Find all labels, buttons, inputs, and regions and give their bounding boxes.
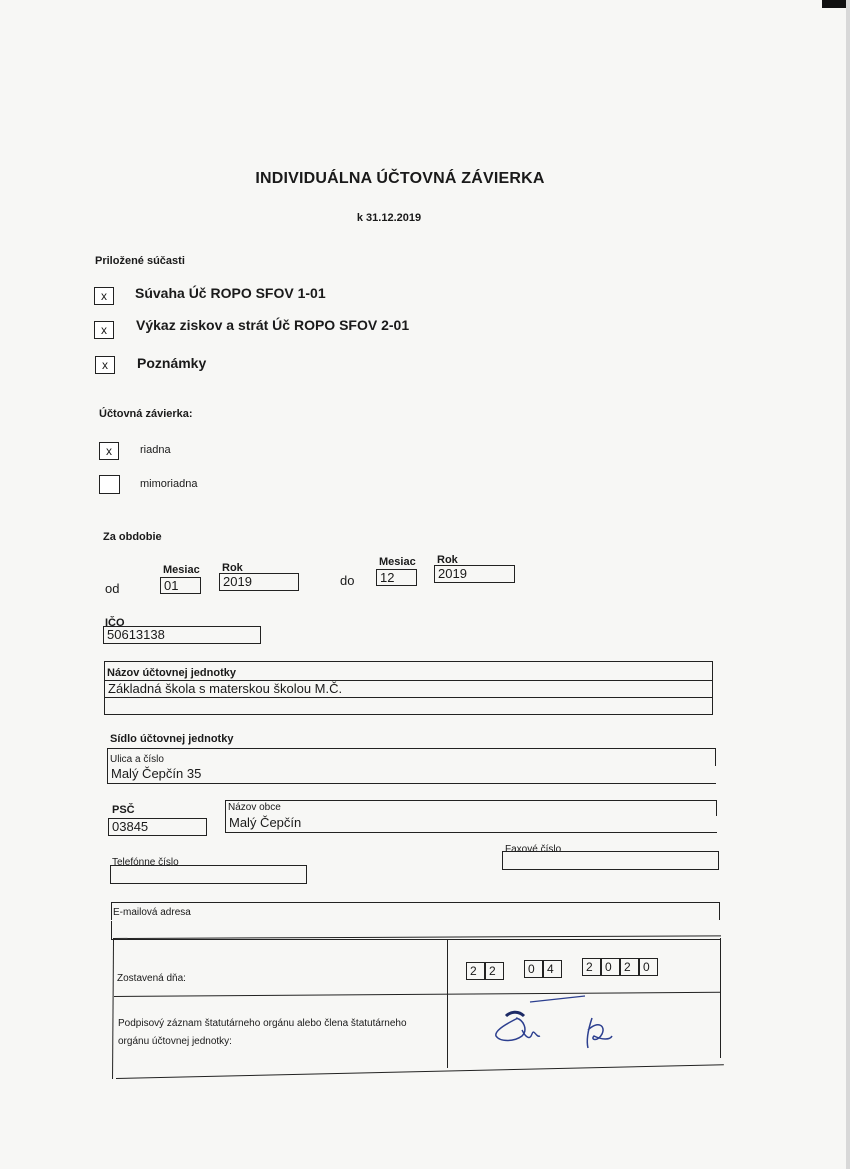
ico-field[interactable]: 50613138	[103, 626, 261, 644]
signature-label-line2: orgánu účtovnej jednotky:	[118, 1036, 232, 1047]
email-label: E-mailová adresa	[113, 907, 191, 918]
to-year-field[interactable]: 2019	[434, 565, 515, 583]
label-balance-sheet: Súvaha Úč ROPO SFOV 1-01	[135, 285, 326, 301]
label-notes: Poznámky	[137, 355, 207, 371]
town-frame	[225, 800, 717, 816]
compiled-month-digit-2[interactable]: 4	[543, 960, 562, 978]
compiled-year-digit-4[interactable]: 0	[639, 958, 658, 976]
street-label: Ulica a číslo	[110, 754, 164, 765]
entity-name-line1-field[interactable]: Základná škola s materskou školou M.Č.	[104, 680, 713, 698]
psc-field[interactable]: 03845	[108, 818, 207, 836]
street-frame	[107, 748, 716, 766]
compiled-year-digit-3[interactable]: 2	[620, 958, 639, 976]
attached-parts-heading: Priložené súčasti	[95, 255, 185, 267]
checkbox-extraordinary[interactable]	[99, 475, 120, 494]
to-label: do	[340, 573, 355, 588]
email-frame	[111, 902, 720, 920]
label-income-statement: Výkaz ziskov a strát Úč ROPO SFOV 2-01	[136, 317, 410, 333]
scan-edge-shadow	[846, 0, 850, 1169]
handwritten-signature-image	[470, 990, 640, 1060]
checkbox-notes[interactable]: x	[95, 356, 115, 374]
street-field[interactable]: Malý Čepčín 35	[107, 766, 716, 784]
entity-name-line2-field[interactable]	[104, 697, 713, 715]
fax-label: Faxové číslo	[505, 844, 562, 855]
seat-heading: Sídlo účtovnej jednotky	[110, 733, 234, 745]
signature-label-line1: Podpisový záznam štatutárneho orgánu alebo člena štatutárneho	[118, 1018, 407, 1029]
compiled-day-digit-1[interactable]: 2	[466, 962, 485, 980]
from-year-field[interactable]: 2019	[219, 573, 299, 591]
town-field[interactable]: Malý Čepčín	[225, 815, 717, 833]
compiled-month-digit-1[interactable]: 0	[524, 960, 543, 978]
from-year-label: Rok	[222, 562, 243, 574]
label-regular: riadna	[140, 444, 171, 456]
fax-field[interactable]	[502, 851, 719, 870]
period-heading: Za obdobie	[103, 531, 162, 543]
from-month-label: Mesiac	[163, 564, 200, 576]
to-month-label: Mesiac	[379, 556, 416, 568]
to-month-field[interactable]: 12	[376, 569, 417, 586]
town-label: Názov obce	[228, 802, 281, 813]
closure-type-heading: Účtovná závierka:	[99, 408, 193, 420]
compiled-label: Zostavená dňa:	[117, 973, 186, 984]
table-middle-divider	[447, 940, 448, 1068]
compiled-year-digit-1[interactable]: 2	[582, 958, 601, 976]
document-date: k 31.12.2019	[356, 212, 422, 224]
table-bottom-border	[116, 1064, 724, 1079]
compiled-year-digit-2[interactable]: 0	[601, 958, 620, 976]
document-title: INDIVIDUÁLNA ÚČTOVNÁ ZÁVIERKA	[255, 170, 545, 187]
phone-field[interactable]	[110, 865, 307, 884]
table-right-border	[720, 938, 721, 1058]
checkbox-income-statement[interactable]: x	[94, 321, 114, 339]
table-left-border	[112, 940, 114, 1079]
checkbox-regular[interactable]: x	[99, 442, 119, 460]
psc-label: PSČ	[112, 804, 135, 816]
compiled-day-digit-2[interactable]: 2	[485, 962, 504, 980]
ico-label: IČO	[105, 617, 125, 629]
from-month-field[interactable]: 01	[160, 577, 201, 594]
to-year-label: Rok	[437, 554, 458, 566]
label-extraordinary: mimoriadna	[140, 478, 198, 490]
entity-name-label: Názov účtovnej jednotky	[107, 667, 236, 679]
checkbox-balance-sheet[interactable]: x	[94, 287, 114, 305]
phone-label: Telefónne číslo	[112, 857, 179, 868]
from-label: od	[105, 581, 120, 596]
